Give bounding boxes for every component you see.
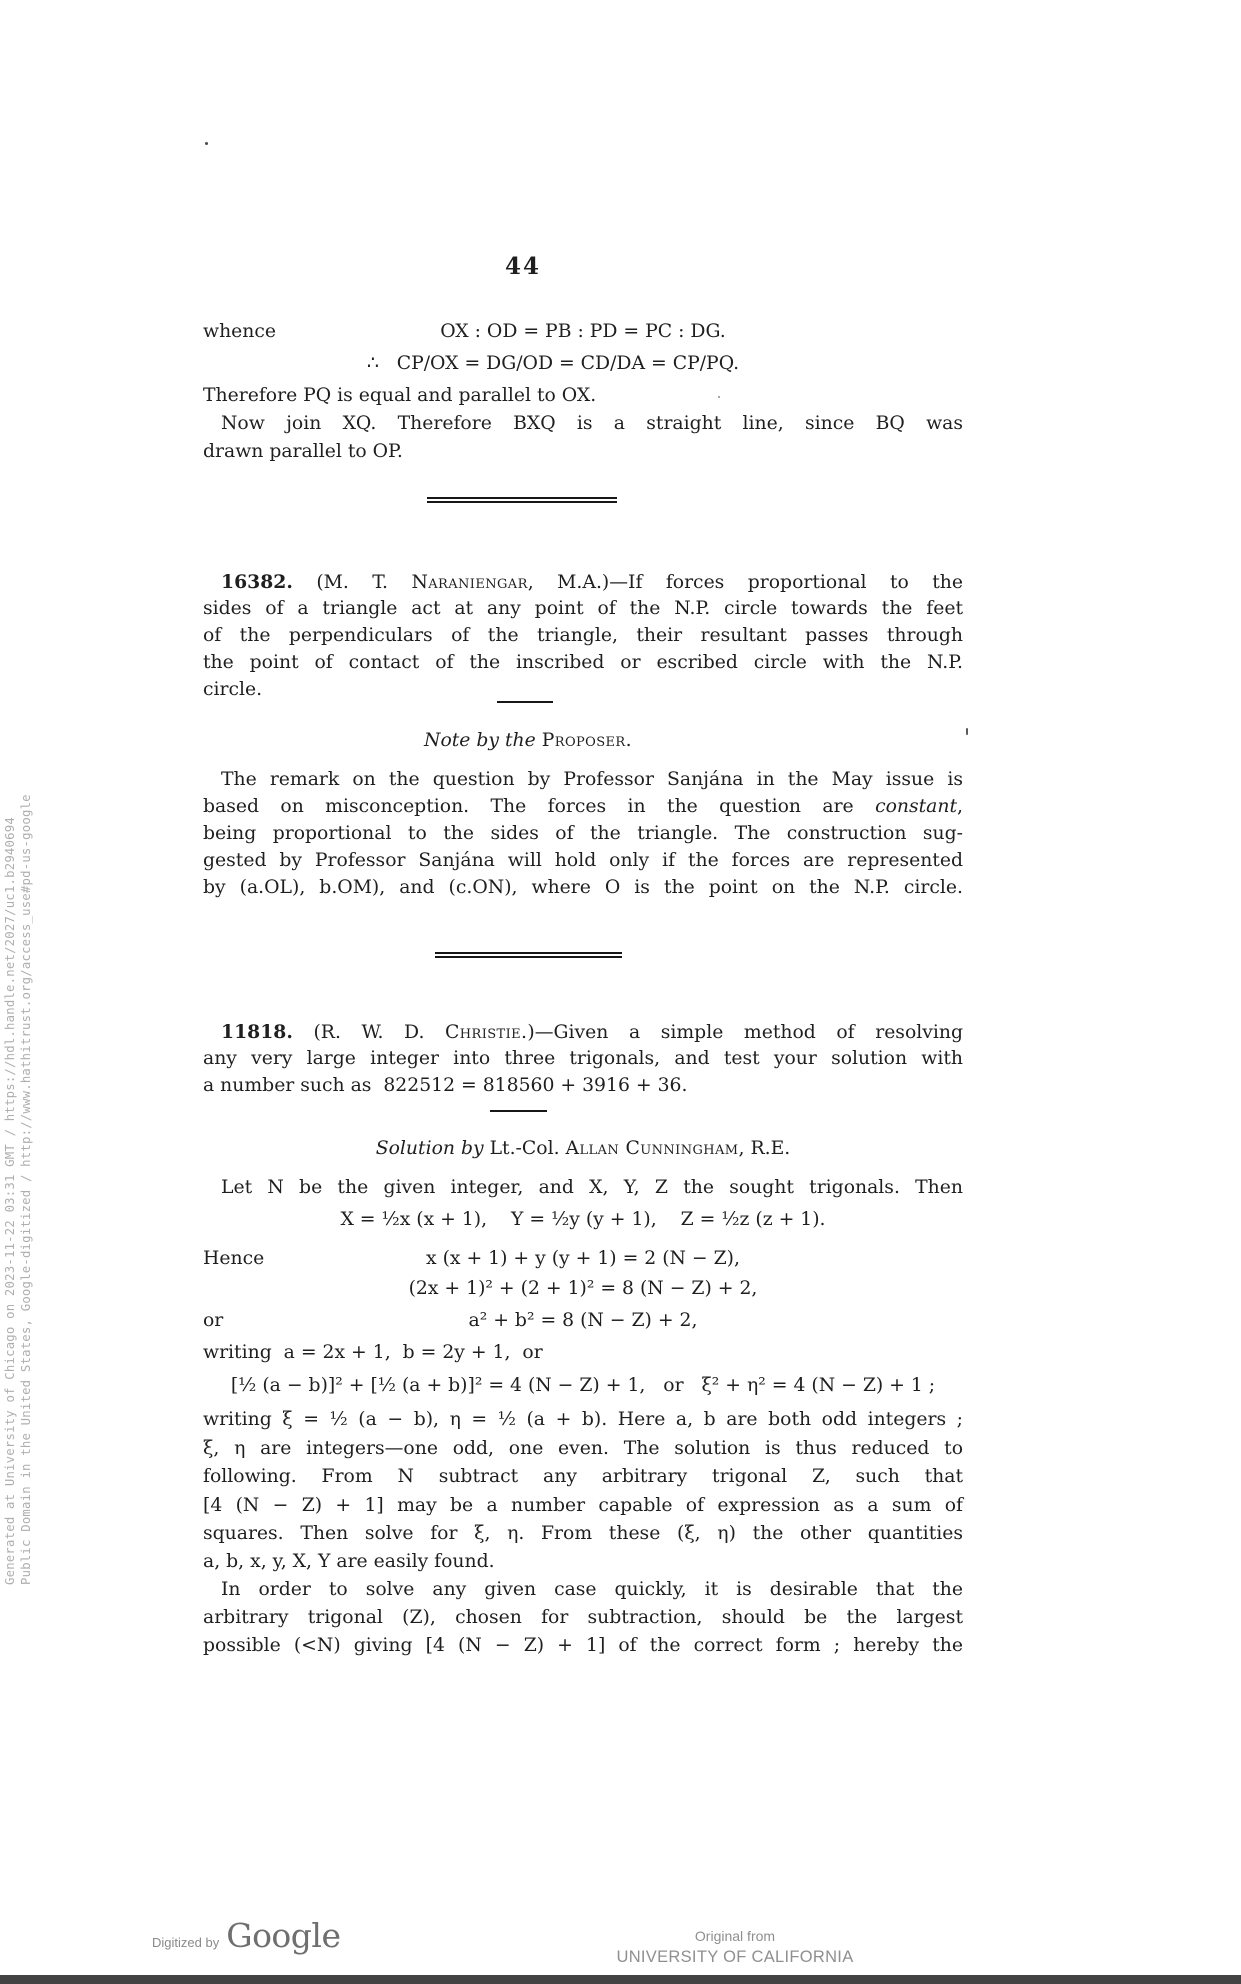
section-divider-double-rule-2: [435, 952, 622, 958]
problem-11818-line-1-rest: )—Given a simple method of resolving: [527, 1022, 963, 1043]
problem-16382-line-3: of the perpendiculars of the triangle, their resultant passes through: [203, 625, 963, 646]
solution-line-order: In order to solve any given case quickly, it is desirable that the: [221, 1579, 963, 1600]
note-line-4: gested by Professor Sanjána will hold only if the forces are represented: [203, 850, 963, 871]
note-line-2-post: ,: [957, 796, 963, 817]
note-line-2: [203, 795, 963, 819]
scan-artifact-dot: [205, 142, 208, 145]
equation-xi-eta: [½ (a − b)]² + [½ (a + b)]² = 4 (N − Z) + 1, or ξ² + η² = 4 (N − Z) + 1 ;: [230, 1375, 936, 1396]
solution-line-possible: possible (<N) giving [4 (N − Z) + 1] of the correct form ; hereby the: [203, 1635, 963, 1656]
text-line-join-2: drawn parallel to OP.: [203, 441, 403, 462]
solution-line-found: a, b, x, y, X, Y are easily found.: [203, 1551, 495, 1572]
text-line-join-1: Now join XQ. Therefore BXQ is a straight line, since BQ was: [221, 413, 963, 434]
problem-16382-line-4: the point of contact of the inscribed or escribed circle with the N.P.: [203, 652, 963, 673]
whence-label: whence: [203, 321, 277, 342]
solution-line-following: following. From N subtract any arbitrary trigonal Z, such that: [203, 1466, 963, 1487]
solution-divider-rule: [490, 1110, 547, 1112]
solution-line-writing-xi: writing ξ = ½ (a − b), η = ½ (a + b). Here a, b are both odd integers ;: [203, 1409, 963, 1430]
hathitrust-watermark: [2, 785, 38, 1585]
whence-row: [203, 320, 963, 344]
scan-artifact-tick: [966, 728, 968, 735]
equation-hence: x (x + 1) + y (y + 1) = 2 (N − Z),: [426, 1248, 740, 1269]
solution-line-capable: [4 (N − Z) + 1] may be a number capable of expression as a sum of: [203, 1495, 963, 1516]
footer-original: [615, 1926, 855, 1968]
solution-line-arbitrary: arbitrary trigonal (Z), chosen for subtraction, should be the largest: [203, 1607, 963, 1628]
problem-11818-line-3: a number such as 822512 = 818560 + 3916 + 36.: [203, 1075, 688, 1096]
solution-heading-suffix: , R.E.: [738, 1138, 791, 1159]
digitized-by-label: Digitized by: [152, 1935, 220, 1950]
note-line-1: The remark on the question by Professor Sanjána in the May issue is: [221, 769, 963, 790]
or-label: or: [203, 1310, 224, 1331]
note-line-5: by (a.OL), b.OM), and (c.ON), where O is the point on the N.P. circle.: [203, 877, 963, 898]
note-line-2-emphasis: constant: [875, 796, 958, 817]
text-line-parallel: Therefore PQ is equal and parallel to OX.: [203, 385, 597, 406]
equation-therefore: ∴ CP/OX = DG/OD = CD/DA = CP/PQ.: [366, 353, 740, 374]
watermark-public-domain-line: Public Domain in the United States, Google-digitized / http://www.hathitrust.org/access_use#pd-us-google: [19, 794, 33, 1585]
note-heading-italic: Note by the: [424, 730, 542, 751]
equation-ab: a² + b² = 8 (N − Z) + 2,: [468, 1310, 698, 1331]
google-logo: Google: [226, 1916, 341, 1955]
watermark-generated-line: Generated at University of Chicago on 2023-11-22 03:31 GMT / https://hdl.handle.net/2027/uc1.b2940694: [3, 817, 17, 1585]
equation-squares: (2x + 1)² + (2 + 1)² = 8 (N − Z) + 2,: [408, 1278, 758, 1299]
problem-11818-proposer-name: Christie.: [445, 1022, 528, 1043]
note-line-3: being proportional to the sides of the triangle. The construction sug-: [203, 823, 963, 844]
solution-heading-name: Allan Cunningham: [565, 1138, 739, 1159]
hence-label: Hence: [203, 1248, 265, 1269]
original-from-label: Original from: [694, 1928, 776, 1944]
solution-line-integers: ξ, η are integers—one odd, one even. The solution is thus reduced to: [203, 1438, 963, 1459]
problem-11818-proposer-prefix: (R. W. D.: [292, 1022, 446, 1043]
solution-heading: [203, 1137, 963, 1161]
problem-16382-line-1-rest: , M.A.)—If forces proportional to the: [527, 572, 963, 593]
scan-artifact-dot-2: [718, 396, 720, 398]
problem-16382-proposer-prefix: (M. T.: [292, 572, 412, 593]
note-line-2-pre: based on misconception. The forces in the question are: [203, 796, 876, 817]
solution-line-solve: squares. Then solve for ξ, η. From these (ξ, η) the other quantities: [203, 1523, 963, 1544]
solution-heading-italic: Solution by: [375, 1138, 490, 1159]
footer-digitized: [152, 1916, 341, 1955]
page-number: 44: [504, 253, 541, 280]
or-row: [203, 1309, 963, 1333]
solution-line-writing-ab: writing a = 2x + 1, b = 2y + 1, or: [203, 1342, 543, 1363]
solution-heading-rank: Lt.-Col.: [489, 1138, 566, 1159]
scan-bottom-edge: [0, 1975, 1241, 1984]
problem-16382-line-2: sides of a triangle act at any point of the N.P. circle towards the feet: [203, 598, 963, 619]
section-divider-double-rule: [427, 497, 617, 503]
equation-ratio: OX : OD = PB : PD = PC : DG.: [440, 321, 726, 342]
problem-11818-line-1: [203, 1020, 963, 1045]
note-heading: [203, 729, 853, 753]
note-divider-rule: [497, 701, 553, 703]
problem-16382-proposer-name: Naraniengar: [411, 572, 528, 593]
problem-16382-number: 16382.: [221, 571, 293, 593]
hence-row: [203, 1247, 963, 1271]
problem-11818-number: 11818.: [221, 1021, 293, 1043]
solution-line-let: Let N be the given integer, and X, Y, Z the sought trigonals. Then: [221, 1177, 963, 1198]
note-heading-smallcaps: Proposer.: [541, 730, 632, 751]
problem-16382-line-5: circle.: [203, 679, 263, 700]
problem-11818-line-2: any very large integer into three trigonals, and test your solution with: [203, 1048, 963, 1069]
equation-trigonals: X = ½x (x + 1), Y = ½y (y + 1), Z = ½z (z + 1).: [340, 1209, 826, 1230]
institution-label: UNIVERSITY OF CALIFORNIA: [616, 1948, 854, 1966]
problem-16382-line-1: [203, 570, 963, 595]
